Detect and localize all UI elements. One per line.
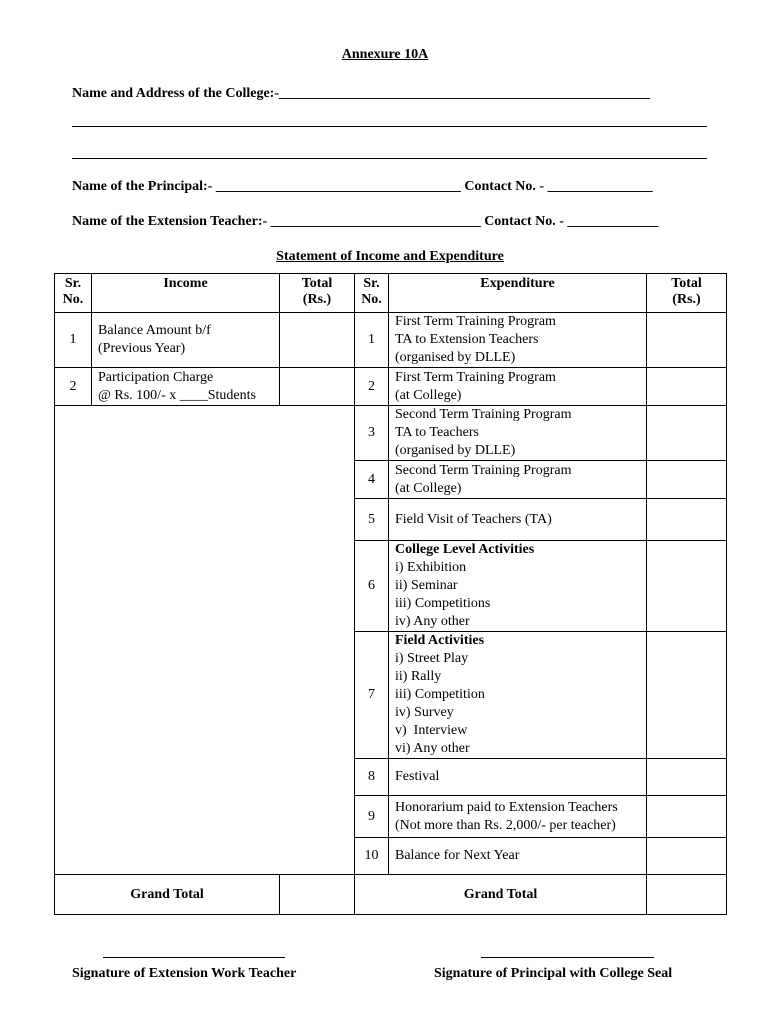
expenditure-item	[389, 541, 647, 632]
header-total-expenditure: Total (Rs.)	[647, 274, 727, 313]
expenditure-total-cell[interactable]	[647, 759, 727, 796]
statement-title: Statement of Income and Expenditure	[276, 249, 504, 264]
expenditure-sr-no: 5	[355, 499, 389, 541]
expenditure-item	[389, 461, 647, 499]
header-sr-no-income: Sr. No.	[55, 274, 92, 313]
expenditure-item-heading: Field Activities	[395, 633, 485, 648]
expenditure-item-text: Festival	[395, 769, 440, 784]
grand-total-row	[55, 875, 727, 915]
income-expenditure-table	[54, 273, 727, 915]
expenditure-item-text: Second Term Training Program (at College)	[395, 462, 572, 496]
income-empty-area	[55, 406, 355, 875]
expenditure-sr-no: 1	[355, 313, 389, 368]
expenditure-item	[389, 796, 647, 838]
expenditure-sr-no: 4	[355, 461, 389, 499]
principal-line: Name of the Principal:- ___________________________________ Contact No. - _______________	[72, 179, 653, 194]
expenditure-item-text: Honorarium paid to Extension Teachers (Not more than Rs. 2,000/- per teacher)	[395, 799, 618, 833]
income-total-cell[interactable]	[280, 313, 355, 368]
expenditure-sr-no: 3	[355, 406, 389, 461]
expenditure-item-text: Second Term Training Program TA to Teachers (organised by DLLE)	[395, 407, 572, 458]
document-title: Annexure 10A	[341, 47, 429, 62]
expenditure-sr-no: 10	[355, 838, 389, 875]
blank-address-line-1	[72, 126, 707, 127]
table-row	[55, 313, 727, 368]
grand-total-income-label: Grand Total	[55, 875, 280, 915]
expenditure-sr-no: 7	[355, 632, 389, 759]
expenditure-total-cell[interactable]	[647, 632, 727, 759]
grand-total-expenditure-label: Grand Total	[355, 875, 647, 915]
college-name-address-line: Name and Address of the College:-_____________________________________________________	[72, 86, 651, 101]
expenditure-item-heading: College Level Activities	[395, 542, 535, 557]
table-row	[55, 368, 727, 406]
expenditure-item	[389, 499, 647, 541]
expenditure-total-cell[interactable]	[647, 499, 727, 541]
income-sr-no: 2	[55, 368, 92, 406]
header-row	[55, 274, 727, 313]
expenditure-item-text: First Term Training Program (at College)	[395, 369, 556, 403]
teacher-signature-label: Signature of Extension Work Teacher	[72, 966, 297, 981]
expenditure-item	[389, 759, 647, 796]
expenditure-item-text: First Term Training Program TA to Extension Teachers (organised by DLLE)	[395, 314, 556, 365]
extension-teacher-line: Name of the Extension Teacher:- ______________________________ Contact No. - _____________	[72, 214, 659, 229]
income-total-cell[interactable]	[280, 368, 355, 406]
expenditure-total-cell[interactable]	[647, 838, 727, 875]
grand-total-income-value[interactable]	[280, 875, 355, 915]
expenditure-item-text: i) Street Play ii) Rally iii) Competition iv) Survey v) Interview vi) Any other	[395, 651, 485, 756]
header-income: Income	[92, 274, 280, 313]
expenditure-sr-no: 2	[355, 368, 389, 406]
expenditure-sr-no: 8	[355, 759, 389, 796]
expenditure-total-cell[interactable]	[647, 368, 727, 406]
income-item: Participation Charge @ Rs. 100/- x ____Students	[92, 368, 280, 406]
expenditure-item-text: i) Exhibition ii) Seminar iii) Competitions iv) Any other	[395, 560, 491, 629]
expenditure-sr-no: 6	[355, 541, 389, 632]
expenditure-item-text: Field Visit of Teachers (TA)	[395, 511, 552, 527]
header-expenditure: Expenditure	[389, 274, 647, 313]
blank-address-line-2	[72, 158, 707, 159]
expenditure-item	[389, 406, 647, 461]
expenditure-item	[389, 632, 647, 759]
expenditure-total-cell[interactable]	[647, 796, 727, 838]
expenditure-item-text: Balance for Next Year	[395, 848, 520, 863]
expenditure-item	[389, 368, 647, 406]
expenditure-total-cell[interactable]	[647, 406, 727, 461]
teacher-signature-line	[103, 957, 285, 958]
income-sr-no: 1	[55, 313, 92, 368]
header-sr-no-expenditure: Sr. No.	[355, 274, 389, 313]
principal-signature-label: Signature of Principal with College Seal	[434, 966, 673, 981]
grand-total-expenditure-value[interactable]	[647, 875, 727, 915]
expenditure-sr-no: 9	[355, 796, 389, 838]
header-total-income: Total (Rs.)	[280, 274, 355, 313]
income-item: Balance Amount b/f (Previous Year)	[92, 313, 280, 368]
expenditure-item	[389, 838, 647, 875]
expenditure-item	[389, 313, 647, 368]
table-row	[55, 406, 727, 461]
principal-signature-line	[481, 957, 654, 958]
expenditure-total-cell[interactable]	[647, 541, 727, 632]
expenditure-total-cell[interactable]	[647, 313, 727, 368]
expenditure-total-cell[interactable]	[647, 461, 727, 499]
